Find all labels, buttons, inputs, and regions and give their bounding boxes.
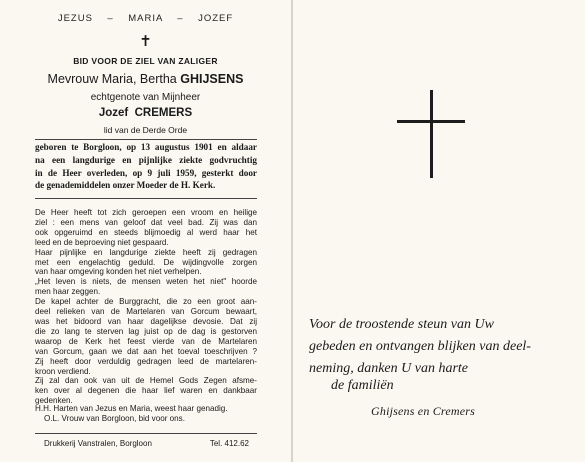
text-line: was het bidoord van haar dagelijkse devosie. Dat zij — [35, 316, 257, 326]
text-line: met een engelachtig geduld. De wijdingvolle zorgen — [35, 257, 257, 267]
biography-line: in de Heer overleden, op 9 juli 1959, gesterkt door — [35, 167, 257, 178]
text-line: van haar omgeving konden het niet verhelpen. — [35, 267, 202, 277]
small-cross-icon: ✝ — [139, 34, 152, 50]
text-line: gedenken. — [35, 396, 73, 406]
header-name-maria: MARIA — [128, 13, 163, 24]
cross-horizontal — [397, 120, 465, 123]
left-panel — [0, 0, 291, 462]
header-name-jezus: JEZUS — [57, 13, 93, 24]
deceased-name — [0, 72, 291, 86]
spouse-order: lid van de Derde Orde — [103, 125, 188, 135]
invocation: BID VOOR DE ZIEL VAN ZALIGER — [73, 56, 218, 66]
thanks-line: gebeden en ontvangen blijken van deel- — [309, 339, 531, 354]
deceased-given-names: Mevrouw Maria, Bertha — [47, 72, 177, 86]
text-line: De Heer heeft tot zich geroepen een vroom en heilige — [35, 208, 257, 217]
thanks-line: Voor de troostende steun van Uw — [309, 317, 494, 332]
deceased-surname: GHIJSENS — [180, 72, 244, 86]
text-line: deel relieken van de Martelaren van Gorcum bewaart, — [35, 307, 257, 317]
printer-name: Drukkerij Vanstralen, Borgloon — [44, 439, 152, 448]
text-line: van Gorcum, gaan we dat aan het toeval toeschrijven ? — [35, 346, 257, 356]
printer-phone: Tel. 412.62 — [209, 439, 249, 448]
text-line: ook opgeruimd en steeds blijmoedig al werd haar het — [35, 227, 257, 237]
printer-footer — [35, 439, 257, 448]
signed-by: Ghijsens en Cremers — [371, 404, 476, 418]
memorial-text — [35, 208, 257, 406]
header-name-jozef: JOZEF — [198, 13, 234, 24]
spouse-name: Jozef CREMERS — [98, 107, 193, 119]
text-line: leed en de beproeving niet gespaard. — [35, 237, 169, 247]
family-line: de familiën — [331, 378, 394, 393]
text-line: De kapel achter de Burggracht, die zo een groot aan- — [35, 297, 257, 307]
cross-vertical — [430, 90, 433, 178]
prayer — [35, 404, 257, 424]
header-separator: – — [177, 13, 184, 24]
text-line: kroon verdiend. — [35, 366, 91, 376]
header-separator: – — [107, 13, 114, 24]
biography-line: na een langdurige en pijnlijke ziekte godvruchtig — [35, 154, 257, 165]
biography-line: de genademiddelen onzer Moeder de H. Kerk. — [35, 180, 216, 191]
divider-line — [35, 198, 257, 199]
divider-line — [35, 433, 257, 434]
prayer-line: H.H. Harten van Jezus en Maria, weest haar genadig. — [35, 404, 228, 413]
right-panel — [293, 0, 585, 462]
text-line: Haar pijnlijke en langdurige ziekte heeft zij gedragen — [35, 247, 257, 257]
text-line: Zij heeft door verduldig gedragen leed de martelaren- — [35, 356, 257, 366]
text-line: men haar zeggen. — [35, 287, 101, 297]
biography — [35, 141, 257, 192]
thanks-line: neming, danken U van harte — [309, 361, 469, 376]
divider-line — [35, 139, 257, 140]
spouse-intro: echtgenote van Mijnheer — [90, 92, 201, 103]
biography-line: geboren te Borgloon, op 13 augustus 1901 en aldaar — [35, 142, 257, 152]
text-line: Zij zal dan ook van uit de Hemel Gods Zegen afsme- — [35, 376, 257, 386]
header-names — [0, 13, 291, 24]
text-line: ziel : een mens van geloof dat veel bad. Zij was dan — [35, 217, 257, 227]
text-line: waarop de Kerk het feest vierde van de Martelaren — [35, 336, 257, 346]
text-line: ken over al degenen die haar lief waren en dankbaar — [35, 386, 257, 396]
thanks-text — [309, 314, 579, 380]
prayer-line: O.L. Vrouw van Borgloon, bid voor ons. — [44, 414, 185, 423]
text-line: „Het leven is niets, de mensen weten het niet" hoorde — [35, 277, 257, 287]
text-line: die zo lang te sterven lag juist op de dag is gestorven — [35, 326, 257, 336]
